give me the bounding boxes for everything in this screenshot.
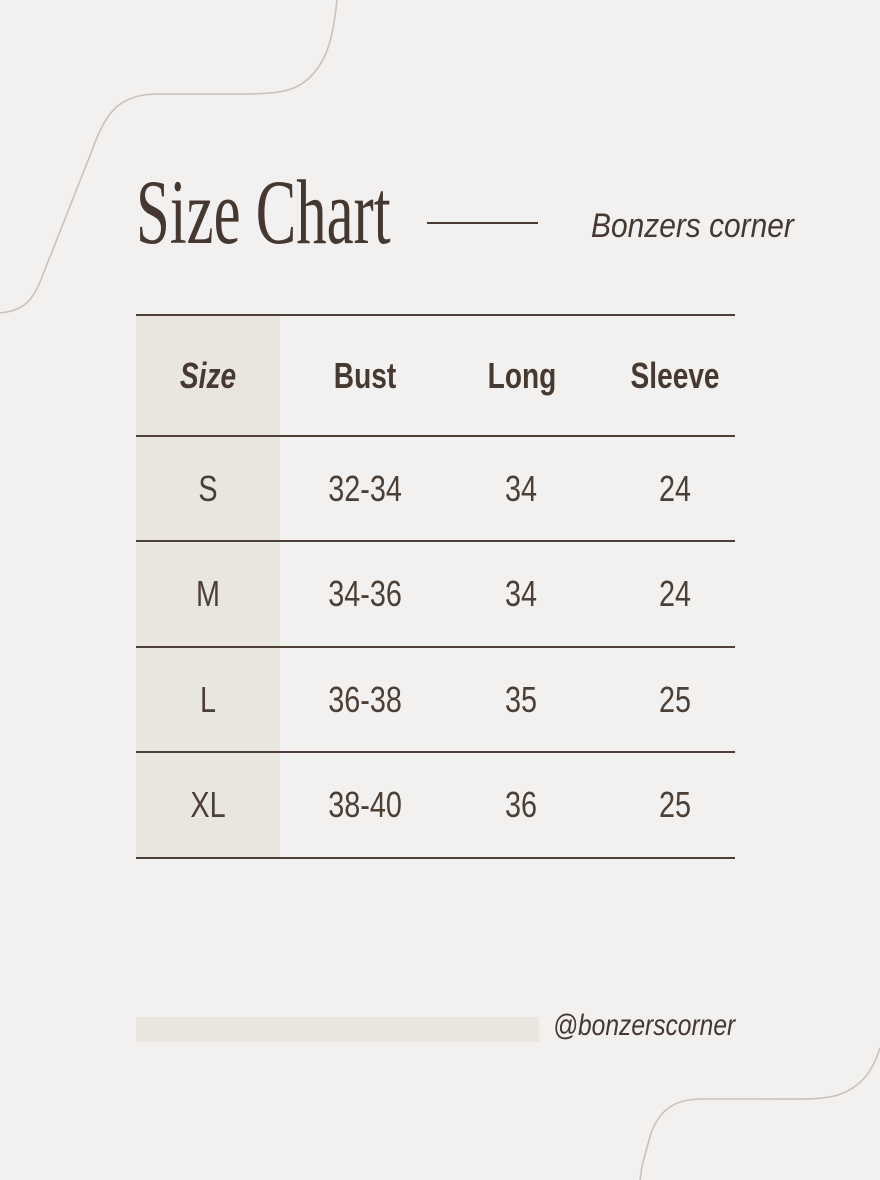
column-header-size: Size (179, 354, 237, 396)
column-header-bust: Bust (333, 354, 397, 396)
bust-cell: 34-36 (328, 573, 402, 614)
size-cell: L (199, 678, 217, 720)
page-title-text: Size Chart (136, 161, 391, 263)
bust-cell: 36-38 (328, 678, 402, 720)
bust-cell: 32-34 (328, 467, 402, 509)
table-row-xl (136, 753, 735, 859)
table-row-m (136, 542, 735, 648)
long-cell: 34 (505, 467, 538, 509)
size-cell: M (196, 573, 220, 614)
long-cell: 34 (505, 573, 538, 614)
sleeve-cell: 25 (658, 678, 692, 720)
title-divider-line (427, 222, 538, 224)
long-cell: 36 (505, 784, 538, 825)
size-cell: XL (190, 784, 226, 825)
column-header-sleeve: Sleeve (630, 354, 720, 396)
page-title (136, 161, 522, 263)
long-cell: 35 (505, 678, 538, 720)
corner-flourish-top-left (0, 0, 337, 313)
brand-name: Bonzers corner (591, 207, 794, 245)
size-cell: S (198, 467, 218, 509)
column-header-long: Long (487, 354, 556, 396)
sleeve-cell: 24 (658, 467, 692, 509)
table-row-s (136, 437, 735, 542)
table-header-row (136, 316, 735, 437)
bust-cell: 38-40 (328, 784, 402, 825)
table-row-l (136, 648, 735, 753)
footer-highlight-bar (136, 1017, 539, 1042)
social-handle: @bonzerscorner (552, 1009, 735, 1042)
sleeve-cell: 25 (658, 784, 692, 825)
size-chart-table (136, 314, 735, 859)
sleeve-cell: 24 (658, 573, 692, 614)
corner-flourish-bottom-right (640, 1048, 880, 1180)
